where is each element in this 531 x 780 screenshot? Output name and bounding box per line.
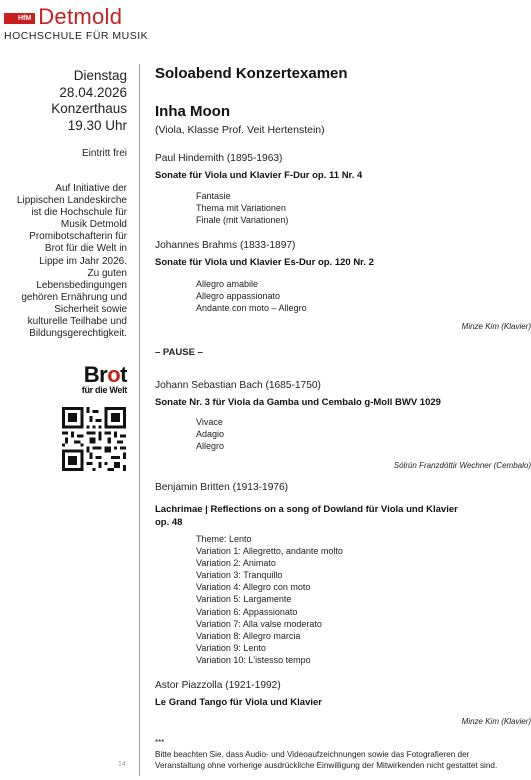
hfm-badge: HfM <box>4 13 35 24</box>
movement: Allegro amabile <box>196 279 259 289</box>
work-title-line: Lachrimae | Reflections on a song of Dowland für Viola und Klavier <box>155 504 458 515</box>
hfm-detmold-logo <box>4 4 149 42</box>
initiative-line: ist die Hochschule für <box>31 207 127 219</box>
event-weekday: Dienstag <box>73 68 127 83</box>
work-title-line: op. 48 <box>155 516 183 528</box>
initiative-line: Auf Initiative der <box>55 183 127 194</box>
initiative-line: Bildungsgerechtigkeit. <box>29 328 127 340</box>
logo-detmold: Detmold <box>38 4 123 29</box>
movement: Allegro appassionato <box>196 291 281 302</box>
brot-fuer-die-welt-logo <box>62 362 127 395</box>
performer-name: Inha Moon <box>155 103 230 120</box>
initiative-line: Sicherheit sowie <box>54 303 127 315</box>
movement: Variation 8: Allegro marcia <box>196 630 301 641</box>
initiative-line: Lebensbedingungen <box>36 279 127 291</box>
vertical-divider <box>139 64 140 776</box>
movement: Variation 2: Animato <box>196 558 276 569</box>
work-title: Sonate für Viola und Klavier F-Dur op. 11 Nr. 4 <box>155 170 363 181</box>
movement-list <box>196 416 224 452</box>
recording-notice <box>155 749 531 771</box>
accompanist: Minze Kim (Klavier) <box>461 717 531 726</box>
movement: Theme: Lento <box>196 534 252 544</box>
accompanist: Sólrún Franzdóttir Wechner (Cembalo) <box>393 461 531 470</box>
work-title: Sonate Nr. 3 für Viola da Gamba und Cembalo g-Moll BWV 1029 <box>155 397 441 408</box>
performer-detail: (Viola, Klasse Prof. Veit Hertenstein) <box>155 124 325 136</box>
qr-code-icon[interactable] <box>62 407 126 471</box>
initiative-text <box>0 183 127 340</box>
event-venue: Konzerthaus <box>51 101 127 116</box>
brot-subtitle: für die Welt <box>81 385 127 395</box>
composer: Johann Sebastian Bach (1685-1750) <box>155 380 321 391</box>
movement: Fantasie <box>196 191 231 201</box>
composer: Paul Hindemith (1895-1963) <box>155 153 283 164</box>
movement-list <box>196 533 343 666</box>
event-time: 19.30 Uhr <box>67 117 127 133</box>
program-title: Soloabend Konzertexamen <box>155 65 348 82</box>
notice-line: Bitte beachten Sie, dass Audio- und Videoaufzeichnungen sowie das Fotografieren der <box>155 750 470 759</box>
work-title: Sonate für Viola und Klavier Es-Dur op. 120 Nr. 2 <box>155 257 374 268</box>
movement: Variation 5: Largamente <box>196 594 292 605</box>
movement: Thema mit Variationen <box>196 203 286 214</box>
movement: Finale (mit Variationen) <box>196 215 289 226</box>
logo-hochschule: HOCHSCHULE FÜR MUSIK <box>4 30 149 42</box>
pause-label: – PAUSE – <box>155 347 203 358</box>
initiative-line: Lippischen Landeskirche <box>16 195 127 207</box>
initiative-line: gehören Ernährung und <box>21 291 127 303</box>
initiative-line: kulturelle Teilhabe und <box>27 316 127 328</box>
initiative-line: Lippe im Jahr 2026. <box>39 255 127 267</box>
brot-wordmark <box>62 362 127 387</box>
movement: Variation 1: Allegretto, andante molto <box>196 546 343 557</box>
initiative-line: Promibotschafterin für <box>29 231 127 243</box>
brot-word-o: o <box>107 362 121 387</box>
composer: Johannes Brahms (1833-1897) <box>155 240 296 251</box>
movement: Variation 10: L'istesso tempo <box>196 654 311 665</box>
accompanist: Minze Kim (Klavier) <box>461 322 531 331</box>
movement: Variation 6: Appassionato <box>196 606 298 617</box>
initiative-line: Brot für die Welt in <box>44 243 127 255</box>
movement: Adagio <box>196 429 225 440</box>
admission-note: Eintritt frei <box>81 148 127 159</box>
event-info <box>0 68 127 134</box>
work-title <box>155 504 527 529</box>
composer: Benjamin Britten (1913-1976) <box>155 482 289 493</box>
footer-stars: *** <box>155 738 165 747</box>
composer: Astor Piazzolla (1921-1992) <box>155 680 281 691</box>
movement: Variation 9: Lento <box>196 642 266 653</box>
movement: Allegro <box>196 441 225 452</box>
initiative-line: Musik Detmold <box>60 219 127 231</box>
notice-line: Veranstaltung ohne vorherige ausdrückliche Einwilligung der Mitwirkenden nicht gestattet sind. <box>155 761 498 770</box>
brot-word-start: Br <box>83 362 108 387</box>
event-date: 28.04.2026 <box>59 84 127 100</box>
work-title: Le Grand Tango für Viola und Klavier <box>155 697 322 708</box>
initiative-line: Zu guten <box>87 267 127 279</box>
movement: Andante con moto – Allegro <box>196 303 307 314</box>
movement-list <box>196 278 307 314</box>
movement: Vivace <box>196 417 223 427</box>
movement: Variation 7: Alla valse moderato <box>196 618 322 629</box>
movement: Variation 3: Tranquillo <box>196 570 283 581</box>
page-number: 14 <box>118 761 126 768</box>
movement: Variation 4: Allegro con moto <box>196 582 311 593</box>
movement-list <box>196 190 288 226</box>
brot-word-end: t <box>120 362 127 387</box>
